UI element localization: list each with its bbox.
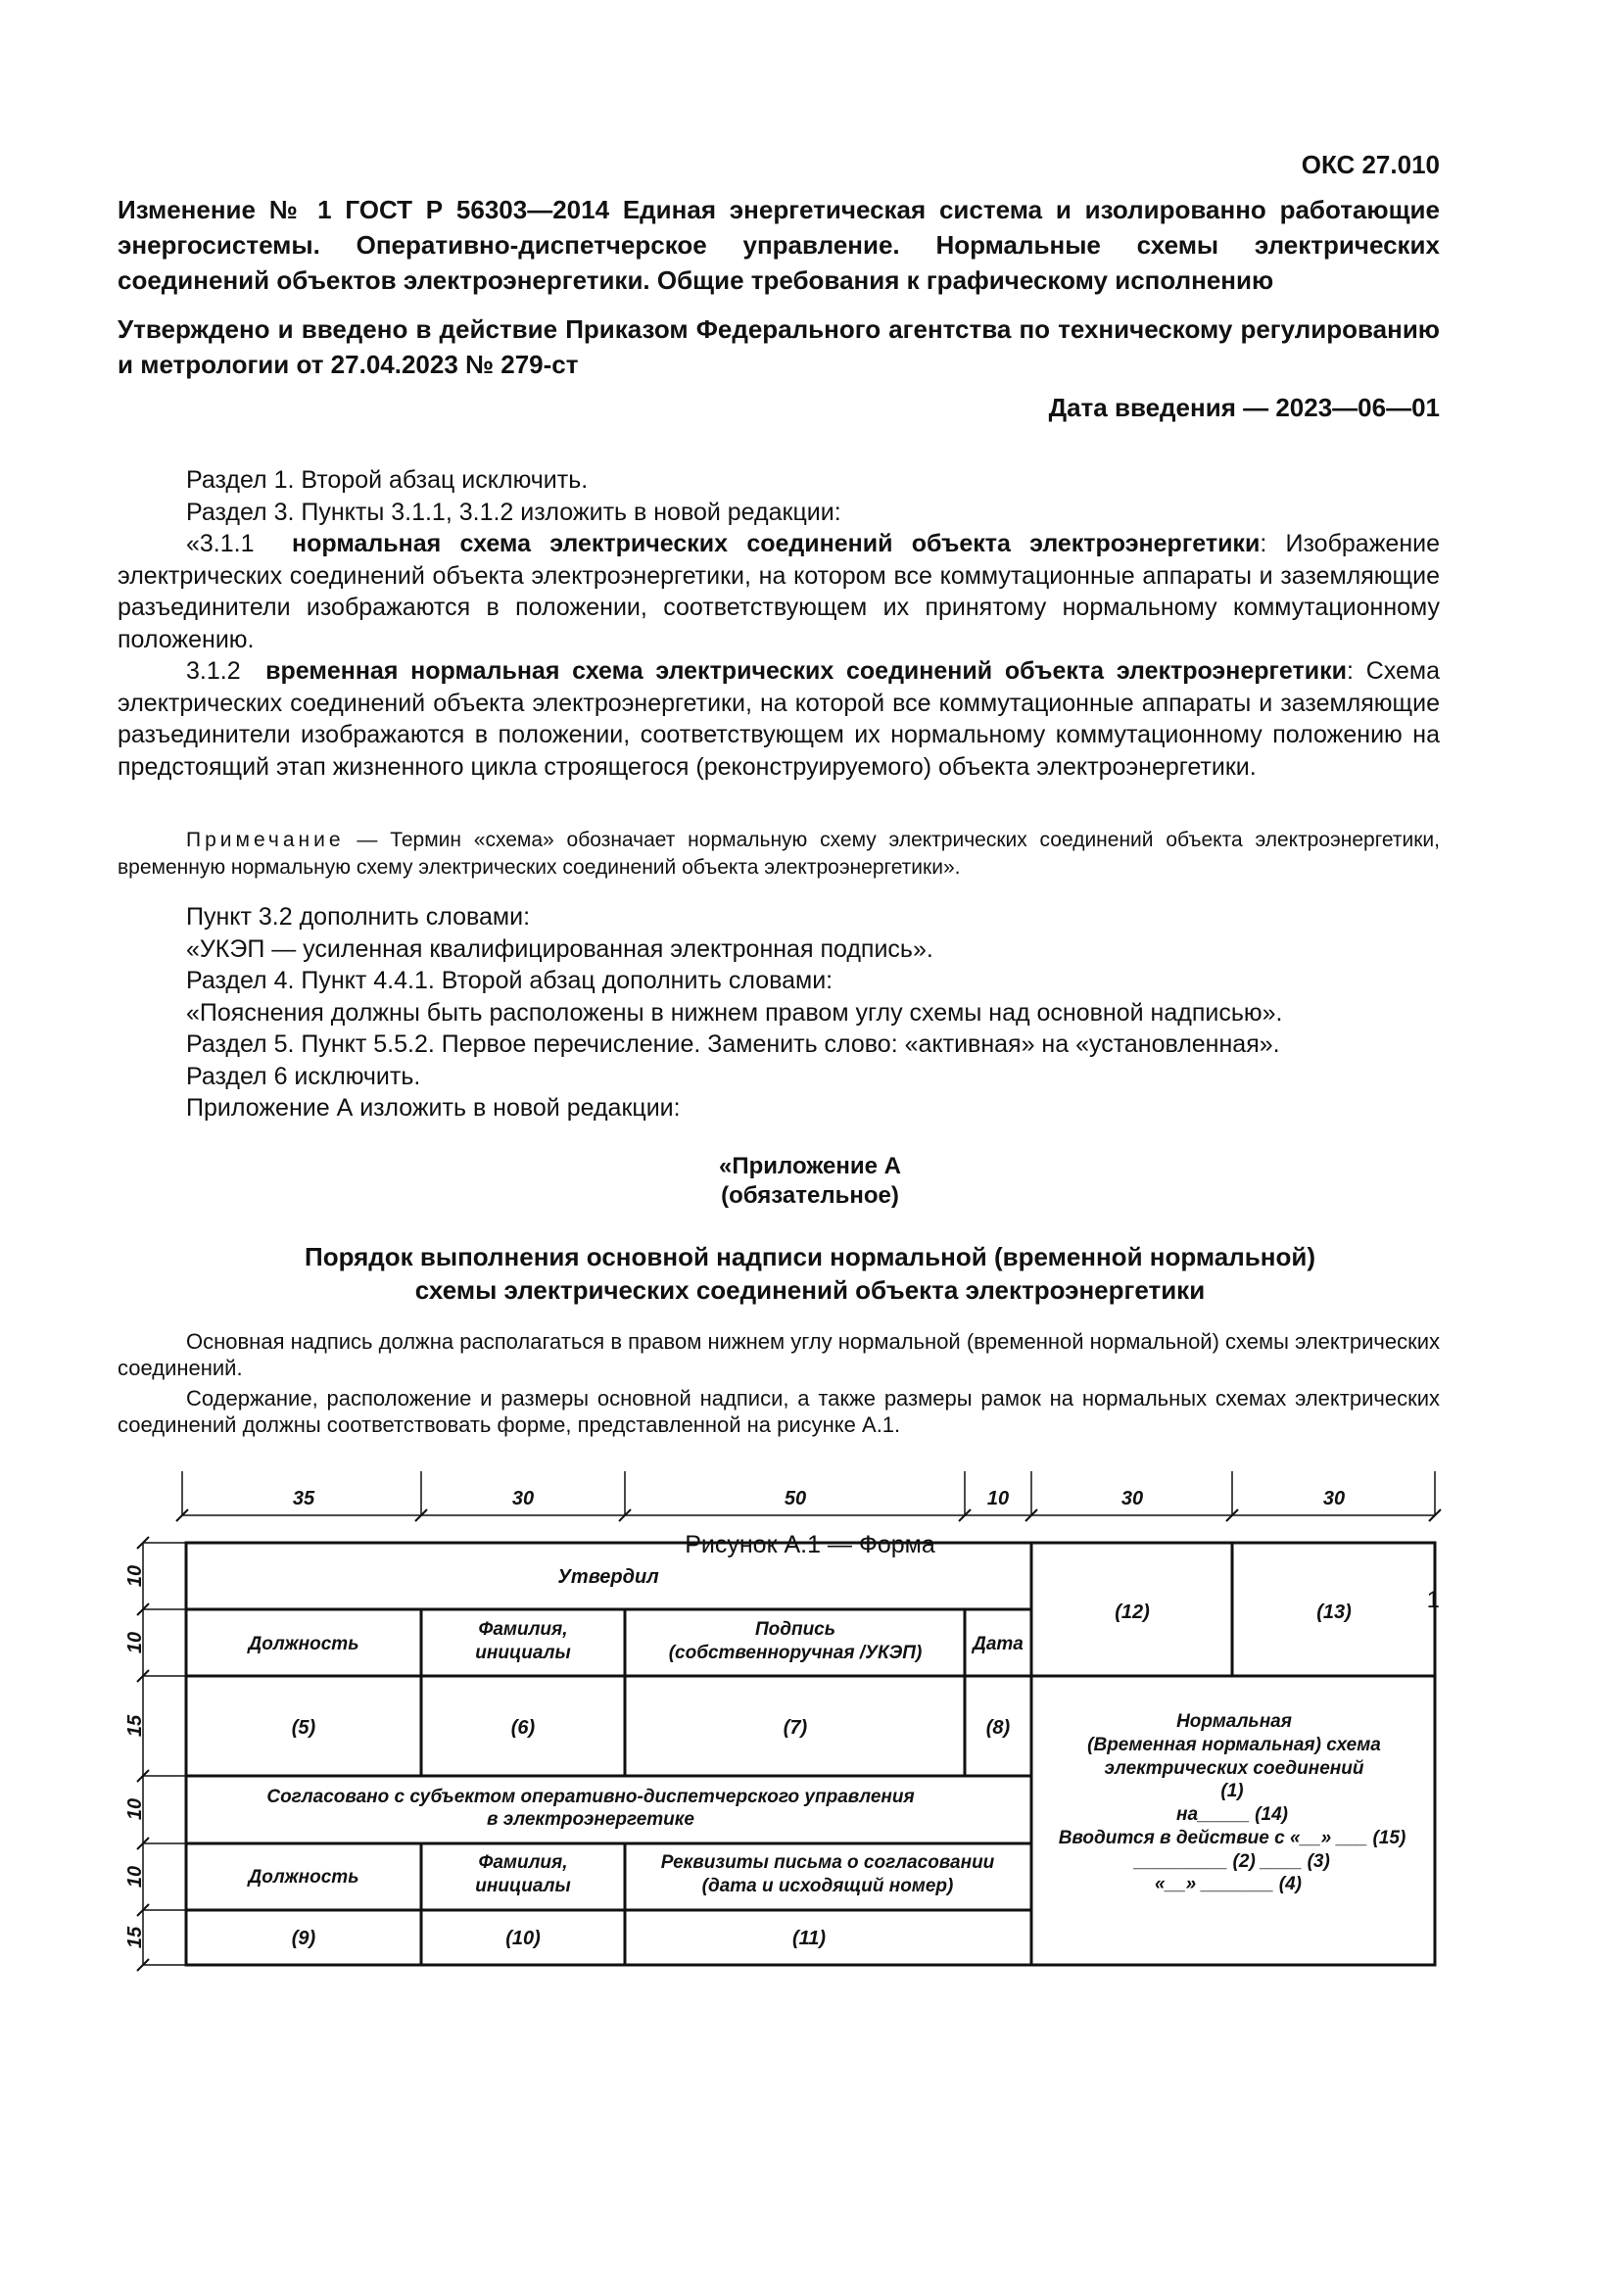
row-dimension: 10: [124, 1865, 146, 1889]
column-dimension: 30: [1322, 1488, 1346, 1509]
note-label: Примечание: [186, 829, 345, 851]
page-number: 1: [1426, 1587, 1440, 1613]
field-10: (10): [505, 1928, 541, 1949]
field-15: Вводится в действие с «__» ___ (15): [1058, 1828, 1406, 1848]
dimension-extension-lines: [143, 1543, 186, 1965]
approval-statement: Утверждено и введено в действие Приказом Федерального агентства по техническому регулированию и метрологии от 27.04.2023 № 279-ст: [118, 314, 1440, 379]
signature-label: Подпись: [754, 1619, 836, 1640]
column-dimension: 10: [986, 1488, 1010, 1509]
position-label: Должность: [248, 1634, 359, 1654]
term: временная нормальная схема электрических соединений объекта электроэнергетики: [265, 657, 1347, 685]
scheme-label: электрических соединений: [1104, 1758, 1364, 1779]
appendix-title-line: Порядок выполнения основной надписи нормальной (временной нормальной): [305, 1242, 1315, 1271]
paragraph: Пункт 3.2 дополнить словами:: [186, 903, 531, 931]
clause-number: «3.1.1: [186, 530, 255, 557]
term: нормальная схема электрических соединений объекта электроэнергетики: [292, 530, 1261, 557]
row-dimension: 10: [124, 1564, 146, 1588]
column-dimension: 30: [1120, 1488, 1144, 1509]
agreed-label: Согласовано с субъектом оперативно-диспетчерского управления: [266, 1787, 915, 1807]
okc-code: ОКС 27.010: [1301, 150, 1440, 179]
dimension-extension-lines: [182, 1471, 1435, 1515]
field-6: (6): [510, 1717, 536, 1739]
appendix-status: (обязательное): [721, 1182, 899, 1209]
appendix-label: «Приложение А: [719, 1153, 901, 1179]
definition: : Схема электрических соединений объекта электроэнергетики, на которой все коммутационные аппараты и заземляющие разъединители изображаются в положении, соответствующем их нормальному коммутационному положению на предстоящий этап жизненного цикла строящегося (реконструируемого) объекта электроэнергетики.: [118, 657, 1440, 781]
field-2-3: _________ (2) ____ (3): [1134, 1851, 1330, 1872]
scheme-label: Нормальная: [1176, 1711, 1292, 1732]
name-label: Фамилия,: [478, 1852, 568, 1873]
figure-caption: Рисунок А.1 — Форма: [685, 1531, 935, 1558]
row-dimension: 15: [124, 1714, 146, 1738]
column-dimension: 50: [784, 1488, 807, 1509]
column-dimension: 35: [292, 1488, 315, 1509]
field-7: (7): [783, 1717, 808, 1739]
approved-label: Утвердил: [557, 1566, 659, 1588]
paragraph: «УКЭП — усиленная квалифицированная электронная подпись».: [186, 934, 933, 963]
field-11: (11): [791, 1928, 827, 1949]
name-label: Фамилия,: [478, 1619, 568, 1640]
field-5: (5): [291, 1717, 316, 1739]
field-4: «__» _______ (4): [1154, 1874, 1303, 1894]
date-label: Дата: [973, 1634, 1024, 1654]
paragraph: Основная надпись должна располагаться в правом нижнем углу нормальной (временной нормальной) схемы электрических соединений.: [118, 1329, 1440, 1380]
paragraph: Содержание, расположение и размеры основной надписи, а также размеры рамок на нормальных схемах электрических соединений должны соответствовать форме, представленной на рисунке А.1.: [118, 1386, 1440, 1437]
paragraph: Приложение А изложить в новой редакции:: [186, 1094, 681, 1122]
name-label: инициалы: [475, 1643, 571, 1663]
field-1: (1): [1220, 1781, 1244, 1801]
column-dimension: 30: [511, 1488, 535, 1509]
name-label: инициалы: [475, 1876, 571, 1896]
appendix-title-line: схемы электрических соединений объекта электроэнергетики: [414, 1275, 1206, 1305]
paragraph: Раздел 4. Пункт 4.4.1. Второй абзац дополнить словами:: [186, 967, 834, 994]
paragraph: Раздел 6 исключить.: [186, 1062, 421, 1090]
paragraph: Раздел 5. Пункт 5.5.2. Первое перечисление. Заменить слово: «активная» на «установленная».: [186, 1030, 1280, 1058]
position-label: Должность: [248, 1867, 359, 1888]
field-14: на_____ (14): [1176, 1804, 1288, 1825]
signature-label: (собственноручная /УКЭП): [668, 1643, 923, 1663]
clause-number: 3.1.2: [186, 657, 241, 685]
paragraph: Раздел 1. Второй абзац исключить.: [186, 466, 589, 494]
definition: : Изображение электрических соединений объекта электроэнергетики, на котором все коммутационные аппараты и заземляющие разъединители изображаются в положении, соответствующем их принятому нормальному коммутационному положению.: [118, 530, 1440, 653]
row-dimension: 15: [124, 1926, 146, 1949]
effective-date: Дата введения — 2023—06—01: [1048, 393, 1440, 422]
row-dimension: 10: [124, 1631, 146, 1654]
paragraph: «Пояснения должны быть расположены в нижнем правом углу схемы над основной надписью».: [186, 998, 1283, 1027]
paragraph: Раздел 3. Пункты 3.1.1, 3.1.2 изложить в новой редакции:: [186, 498, 841, 526]
row-dimension: 10: [124, 1797, 146, 1821]
scheme-label: (Временная нормальная) схема: [1087, 1735, 1381, 1755]
document-title: Изменение № 1 ГОСТ Р 56303—2014 Единая энергетическая система и изолированно работающие энергосистемы. Оперативно-диспетчерское управление. Нормальные схемы электрических соединений объектов электроэнергетики. Общие требования к графическому исполнению: [118, 195, 1440, 295]
field-8: (8): [985, 1717, 1011, 1739]
field-12: (12): [1115, 1602, 1150, 1623]
note-text: — Термин «схема» обозначает нормальную схему электрических соединений объекта электроэнергетики, временную нормальную схему электрических соединений объекта электроэнергетики».: [118, 829, 1440, 879]
letter-details-label: (дата и исходящий номер): [701, 1876, 954, 1896]
agreed-label: в электроэнергетике: [487, 1809, 694, 1830]
field-13: (13): [1316, 1602, 1352, 1623]
letter-details-label: Реквизиты письма о согласовании: [660, 1852, 995, 1873]
field-9: (9): [291, 1928, 316, 1949]
